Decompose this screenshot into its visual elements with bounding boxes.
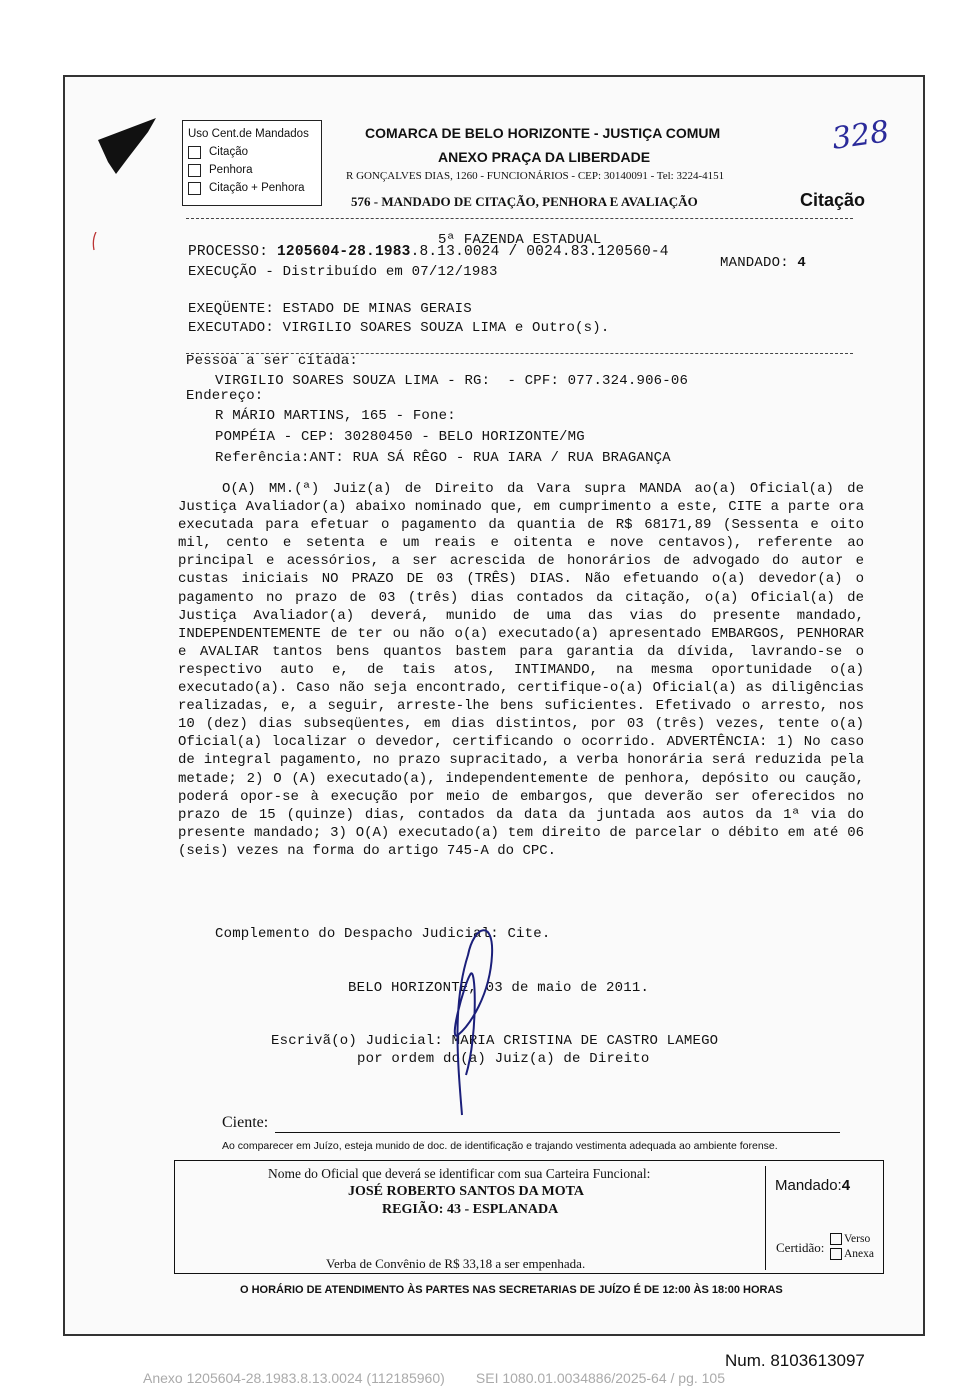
- verba-convenio: Verba de Convênio de R$ 33,18 a ser empenhada.: [326, 1256, 586, 1271]
- officer-mandado-label: Mandado:: [775, 1177, 842, 1194]
- signature-mark: [440, 915, 500, 1120]
- penhora-checkbox[interactable]: [188, 164, 201, 177]
- ciente-signature-line[interactable]: [275, 1132, 840, 1133]
- execution-line: EXECUÇÃO - Distribuído em 07/12/1983: [188, 264, 498, 280]
- verso-checkbox[interactable]: [830, 1233, 842, 1245]
- process-number-rest: .8.13.0024 / 0024.83.120560-4: [410, 244, 669, 260]
- scan-ink-tick: [90, 232, 100, 252]
- usage-option-label: Citação + Penhora: [209, 182, 305, 194]
- address-city: POMPÉIA - CEP: 30280450 - BELO HORIZONTE/MG: [215, 429, 585, 445]
- usage-option-label: Citação: [209, 146, 248, 158]
- officer-mandado: [775, 1177, 850, 1194]
- annex-name: ANEXO PRAÇA DA LIBERDADE: [438, 149, 651, 165]
- anexa-checkbox[interactable]: [830, 1248, 842, 1260]
- divider: [186, 218, 853, 219]
- schedule-notice: O HORÁRIO DE ATENDIMENTO ÀS PARTES NAS SECRETARIAS DE JUÍZO É DE 12:00 ÀS 18:00 HORAS: [240, 1284, 783, 1296]
- certidao-label: Certidão:: [776, 1240, 825, 1255]
- usage-box-title: Uso Cent.de Mandados: [188, 128, 309, 140]
- court-division: 5ª FAZENDA ESTADUAL: [438, 232, 602, 248]
- address-reference: Referência:ANT: RUA SÁ RÊGO - RUA IARA / RUA BRAGANÇA: [215, 450, 671, 466]
- process-number-bold: 1205604-28.1983: [277, 244, 411, 260]
- mandado-label: MANDADO:: [720, 255, 789, 271]
- scan-ink-mark: [98, 118, 158, 178]
- officer-region: REGIÃO: 43 - ESPLANADA: [382, 1202, 559, 1217]
- clerk-order: por ordem do(a) Juiz(a) de Direito: [357, 1051, 650, 1067]
- citacao-checkbox[interactable]: [188, 146, 201, 159]
- process-label: PROCESSO:: [188, 244, 269, 260]
- clerk-line: Escrivã(o) Judicial: MARIA CRISTINA DE CASTRO LAMEGO: [271, 1033, 719, 1049]
- ciente-label: Ciente:: [222, 1114, 269, 1131]
- executado-line: EXECUTADO: VIRGILIO SOARES SOUZA LIMA e Outro(s).: [188, 320, 610, 336]
- page-footer: Anexo 1205604-28.1983.8.13.0024 (112185960) SEI 1080.01.0034886/2025-64 / pg. 105: [143, 1370, 725, 1386]
- mandate-type: 576 - MANDADO DE CITAÇÃO, PENHORA E AVALIAÇÃO: [351, 194, 698, 209]
- address-label: Endereço:: [186, 388, 264, 404]
- mandado-number: 4: [797, 255, 807, 271]
- officer-mandado-value: 4: [841, 1177, 851, 1194]
- mandate-body: O(A) MM.(ª) Juiz(a) de Direito da Vara supra MANDA ao(a) Oficial(a) de Justiça Avaliador(a) abaixo nominado que, em cumprimento a este, CITE a parte ora executada para efetuar o pagamento da quantia de R$ 68171,89 (Sessenta e oito mil, cento e setenta e um reais e oitenta e nove centavos), referente ao principal e acessórios, a ser acrescida de honorários de advogado do autor e custas iniciais NO PRAZO DE 03 (TRÊS) DIAS. Não efetuando o(a) devedor(a) o pagamento no prazo de 03 (três) dias contados da citação, o(a) Oficial(a) de Justiça Avaliador(a) deverá, munido de uma das vias do presente mandado, INDEPENDENTEMENTE de ter ou não o(a) executado(a) apresentado EMBARGOS, PENHORAR e AVALIAR tantos bens quantos bastem para garantia da dívida, lavrando-se o respectivo auto e, de tais atos, INTIMANDO, na mesma oportunidade o(a) executado(a). Caso não seja encontrado, certifique-o(a) Oficial(a) as diligências realizadas, e, a seguir, arreste-lhe bens suficientes. Efetivado o arresto, nos 10 (dez) dias subseqüentes, em dias distintos, por 03 (três) vezes, tente o(a) Oficial(a) localizar o devedor, certificando o ocorrido. ADVERTÊNCIA: 1) No caso de integral pagamento, no prazo supracitado, a verba honorária será reduzida pela metade; 2) O (A) executado(a), independentemente de penhora, depósito ou caução, poderá opor-se à execução por meio de embargos, que deverão ser oferecidos no prazo de 15 (quinze) dias, contados da data da juntada aos autos da 1ª via do presente mandado; 3) O(A) executado(a) tem direito de parcelar o débito em até 06 (seis) vezes na forma do artigo 745-A do CPC.: [178, 481, 864, 859]
- citacao-tag: Citação: [800, 190, 866, 210]
- usage-option-citacao[interactable]: [188, 143, 316, 161]
- officer-intro: Nome do Oficial que deverá se identificar com sua Carteira Funcional:: [268, 1166, 651, 1181]
- anexa-option[interactable]: [830, 1248, 874, 1260]
- usage-option-citacao-penhora[interactable]: [188, 179, 316, 197]
- anexa-label: Anexa: [844, 1248, 875, 1260]
- handwritten-page-number: 328: [829, 114, 892, 157]
- attire-notice: Ao comparecer em Juízo, esteja munido de doc. de identificação e trajando vestimenta adequada ao ambiente forense.: [222, 1140, 778, 1152]
- officer-name: JOSÉ ROBERTO SANTOS DA MOTA: [348, 1184, 585, 1199]
- court-address: R GONÇALVES DIAS, 1260 - FUNCIONÁRIOS - CEP: 30140091 - Tel: 3224-4151: [346, 170, 725, 182]
- exequente-line: EXEQÜENTE: ESTADO DE MINAS GERAIS: [188, 301, 472, 317]
- usage-box: [182, 120, 322, 206]
- address-street: R MÁRIO MARTINS, 165 - Fone:: [215, 408, 456, 424]
- mandado-line: [720, 255, 806, 271]
- usage-option-penhora[interactable]: [188, 161, 316, 179]
- process-line: [188, 244, 669, 260]
- court-name: COMARCA DE BELO HORIZONTE - JUSTIÇA COMUM: [365, 125, 721, 141]
- verso-option[interactable]: [830, 1233, 870, 1245]
- verso-label: Verso: [844, 1233, 871, 1245]
- place-date: BELO HORIZONTE, 03 de maio de 2011.: [348, 980, 650, 996]
- usage-option-label: Penhora: [209, 164, 253, 176]
- person-label: Pessoa a ser citada:: [186, 353, 359, 369]
- citacao-penhora-checkbox[interactable]: [188, 182, 201, 195]
- person-name: VIRGILIO SOARES SOUZA LIMA - RG: - CPF: 077.324.906-06: [215, 373, 689, 389]
- document-number: Num. 8103613097: [725, 1351, 865, 1370]
- despacho-complement: Complemento do Despacho Judicial: Cite.: [215, 926, 551, 942]
